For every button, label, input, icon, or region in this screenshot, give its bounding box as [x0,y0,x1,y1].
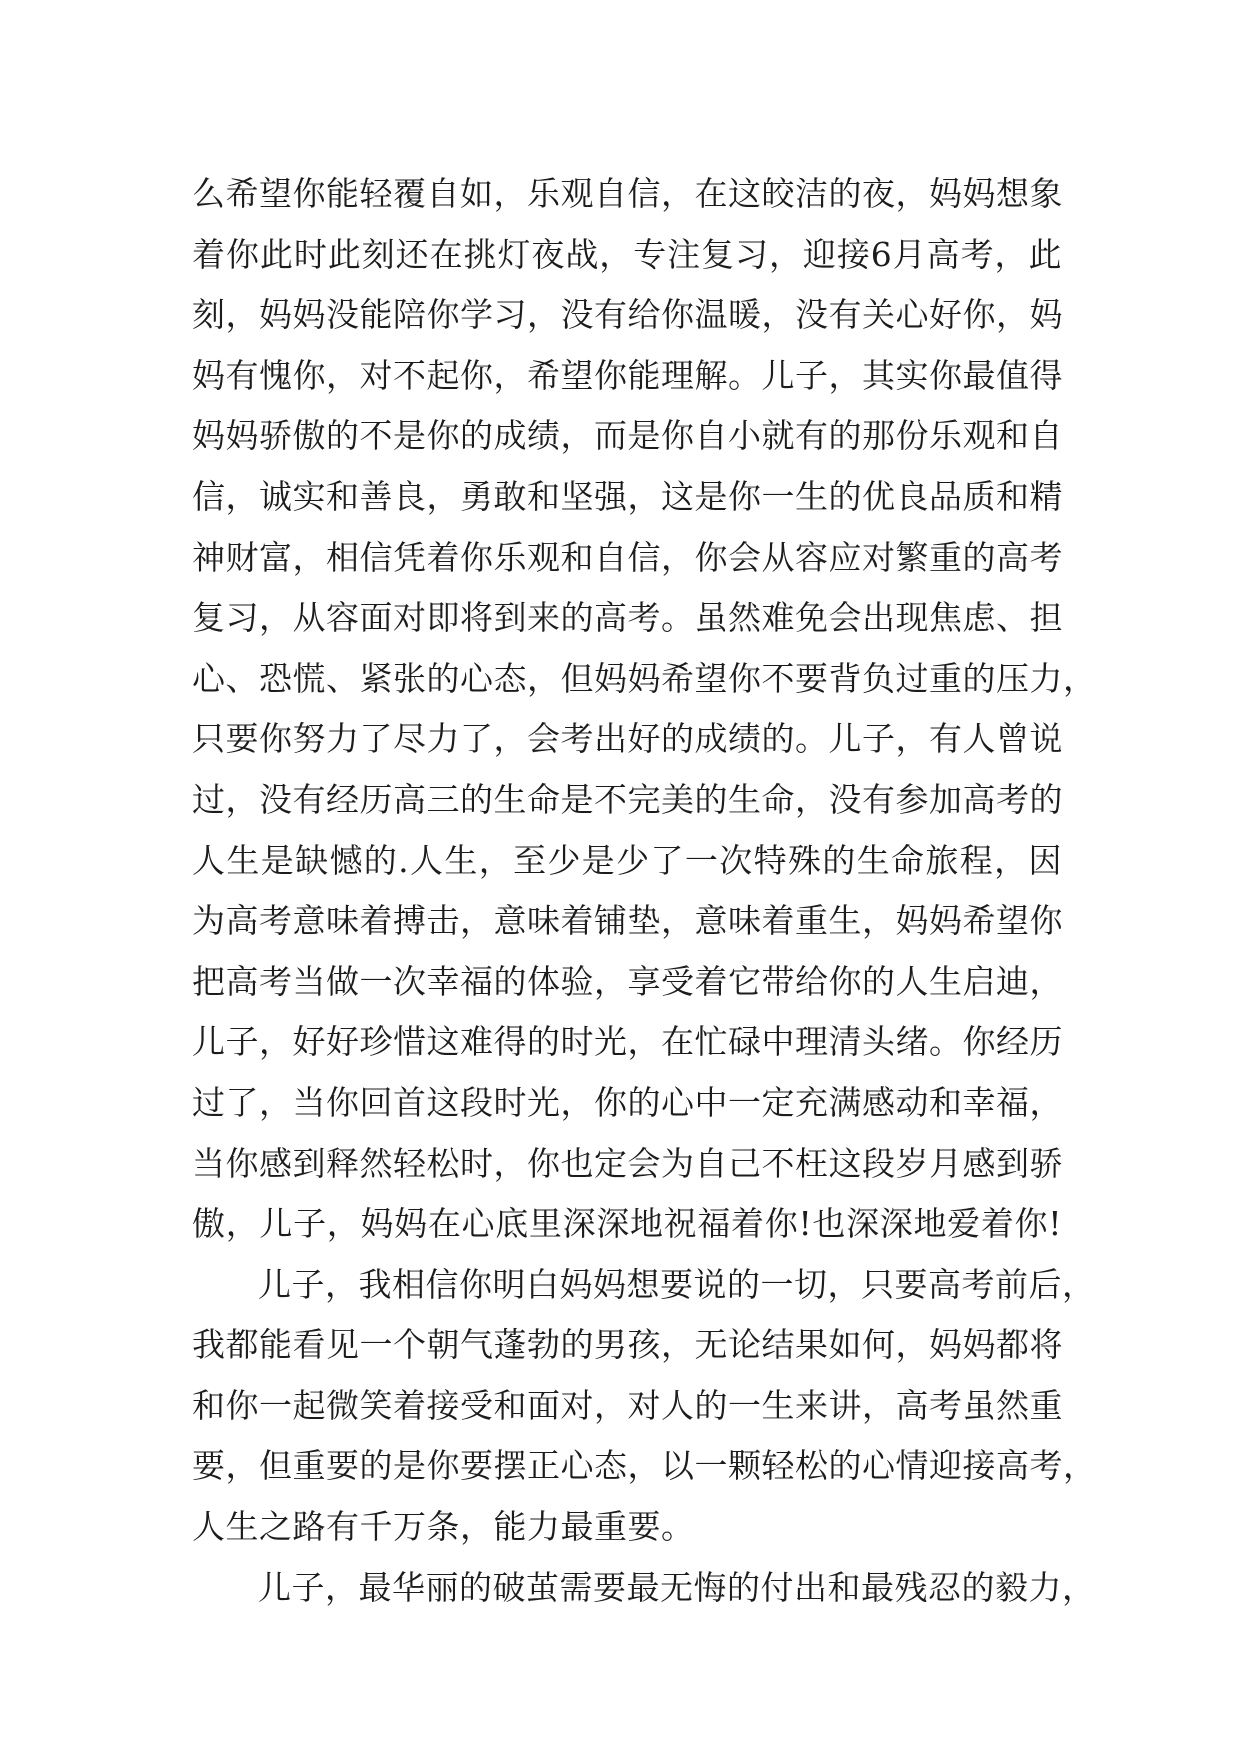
text-line: 过，没有经历高三的生命是不完美的生命，没有参加高考的 [192,779,1063,819]
text-line: 我都能看见一个朝气蓬勃的男孩，无论结果如何，妈妈都将 [192,1325,1063,1365]
text-line: 么希望你能轻覆自如，乐观自信，在这皎洁的夜，妈妈想象 [192,174,1063,213]
text-line: 为高考意味着搏击，意味着铺垫，意味着重生，妈妈希望你 [192,901,1063,941]
text-line: 当你感到释然轻松时，你也定会为自己不枉这段岁月感到骄 [192,1143,1063,1183]
text-line: 人生之路有千万条，能力最重要。 [192,1507,695,1547]
text-line: 和你一起微笑着接受和面对，对人的一生来讲，高考虽然重 [192,1385,1063,1425]
text-line: 神财富，相信凭着你乐观和自信，你会从容应对繁重的高考 [192,537,1063,577]
text-line: 儿子，好好珍惜这难得的时光，在忙碌中理清头绪。你经历 [192,1022,1063,1062]
document-body [192,164,1097,1618]
text-line: 心、恐慌、紧张的心态，但妈妈希望你不要背负过重的压力， [192,658,1097,698]
text-line: 儿子，最华丽的破茧需要最无悔的付出和最残忍的毅力， [258,1567,1096,1607]
text-line: 要，但重要的是你要摆正心态，以一颗轻松的心情迎接高考， [192,1446,1097,1486]
text-line: 只要你努力了尽力了，会考出好的成绩的。儿子，有人曾说 [192,719,1063,759]
paragraph-1 [192,164,1097,1255]
text-line: 过了，当你回首这段时光，你的心中一定充满感动和幸福， [192,1082,1063,1122]
text-line: 儿子，我相信你明白妈妈想要说的一切，只要高考前后， [258,1264,1096,1304]
text-line: 傲，儿子，妈妈在心底里深深地祝福着你!也深深地爱着你! [192,1204,1062,1244]
text-line: 把高考当做一次幸福的体验，享受着它带给你的人生启迪， [192,961,1063,1001]
text-line: 复习，从容面对即将到来的高考。虽然难免会出现焦虑、担 [192,598,1063,638]
paragraph-3 [192,1558,1096,1619]
text-line: 信，诚实和善良，勇敢和坚强，这是你一生的优良品质和精 [192,476,1063,516]
text-line: 妈有愧你，对不起你，希望你能理解。儿子，其实你最值得 [192,355,1063,395]
text-line: 人生是缺憾的.人生，至少是少了一次特殊的生命旅程，因 [192,840,1062,880]
text-line: 刻，妈妈没能陪你学习，没有给你温暖，没有关心好你，妈 [192,295,1063,335]
paragraph-2 [192,1255,1097,1558]
text-line: 妈妈骄傲的不是你的成绩，而是你自小就有的那份乐观和自 [192,416,1063,456]
text-line: 着你此时此刻还在挑灯夜战，专注复习，迎接6月高考，此 [192,234,1062,274]
